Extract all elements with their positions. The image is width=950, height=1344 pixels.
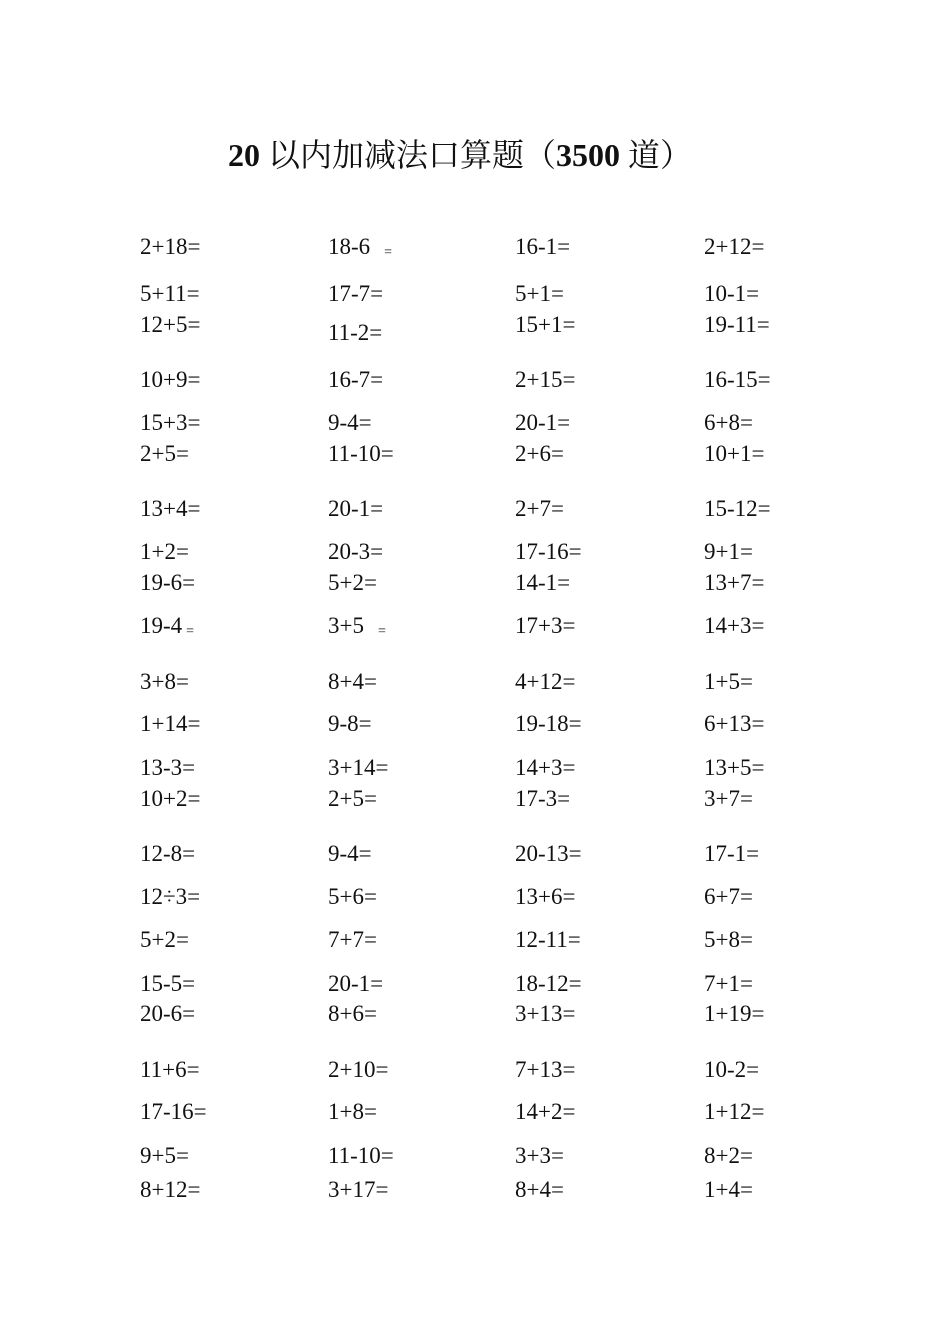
problem: 2+18= (140, 234, 201, 259)
problem: 15-12= (704, 496, 771, 521)
title-end: 道） (620, 137, 693, 173)
problem: 20-13= (515, 841, 582, 866)
problem: 9+1= (704, 539, 753, 564)
problem: 5+11= (140, 281, 200, 306)
problem: 9-4= (328, 410, 372, 435)
problem: 17-3= (515, 786, 571, 811)
problem: 1+4= (704, 1177, 753, 1202)
problem: 2+12= (704, 234, 765, 259)
problem: 19-18= (515, 711, 582, 736)
problem: 10-1= (704, 281, 760, 306)
problem: 8+12= (140, 1177, 201, 1202)
problem: 1+14= (140, 711, 201, 736)
problem: 10+9= (140, 367, 201, 392)
problem: 15+1= (515, 312, 576, 337)
problem: 17-7= (328, 281, 384, 306)
problem: 5+2= (328, 570, 377, 595)
problem-text: 3+5 (328, 613, 364, 638)
problem: 8+2= (704, 1143, 753, 1168)
problem: 5+6= (328, 884, 377, 909)
problem: 18-12= (515, 971, 582, 996)
problem: 13-3= (140, 755, 196, 780)
problem: 7+13= (515, 1057, 576, 1082)
problem: 8+6= (328, 1001, 377, 1026)
problem: 17-16= (140, 1099, 207, 1124)
problem: 12-8= (140, 841, 196, 866)
problem: 9+5= (140, 1143, 189, 1168)
problem: 3+8= (140, 669, 189, 694)
problem: 12-11= (515, 927, 581, 952)
problem (328, 612, 386, 646)
title-number: 20 (227, 137, 260, 173)
problem: 2+5= (140, 441, 189, 466)
problem: 13+4= (140, 496, 201, 521)
problem: 14+3= (515, 755, 576, 780)
problem: 6+7= (704, 884, 753, 909)
problem: 3+3= (515, 1143, 564, 1168)
problem: 11+6= (140, 1057, 200, 1082)
problem: 20-1= (328, 971, 384, 996)
problem: 2+15= (515, 367, 576, 392)
problem: 9-8= (328, 711, 372, 736)
problem: 8+4= (515, 1177, 564, 1202)
problem: 14-1= (515, 570, 571, 595)
problem: 7+1= (704, 971, 753, 996)
problem: 12÷3= (140, 884, 201, 909)
problem: 1+5= (704, 669, 753, 694)
problem: 1+8= (328, 1099, 377, 1124)
problem: 13+7= (704, 570, 765, 595)
small-equals: = (384, 245, 393, 260)
problem: 11-10= (328, 1143, 394, 1168)
title-count: 3500 (556, 137, 620, 173)
problem: 17+3= (515, 613, 576, 638)
problem: 17-16= (515, 539, 582, 564)
problem: 20-1= (515, 410, 571, 435)
problem (328, 233, 392, 267)
problem: 1+12= (704, 1099, 765, 1124)
problem-text: 19-4 (140, 613, 183, 638)
problem: 16-7= (328, 367, 384, 392)
problem: 6+13= (704, 711, 765, 736)
problem: 20-6= (140, 1001, 196, 1026)
problem: 16-1= (515, 234, 571, 259)
problem: 5+1= (515, 281, 564, 306)
problem: 2+5= (328, 786, 377, 811)
problem: 3+7= (704, 786, 753, 811)
problem: 3+17= (328, 1177, 389, 1202)
problem: 2+6= (515, 441, 564, 466)
problem: 10+2= (140, 786, 201, 811)
problem: 15-5= (140, 971, 196, 996)
problem: 6+8= (704, 410, 753, 435)
problem: 13+6= (515, 884, 576, 909)
problem: 1+19= (704, 1001, 765, 1026)
problem: 2+10= (328, 1057, 389, 1082)
problem: 3+14= (328, 755, 389, 780)
problem: 5+8= (704, 927, 753, 952)
problem: 7+7= (328, 927, 377, 952)
problem: 10+1= (704, 441, 765, 466)
problem: 19-6= (140, 570, 196, 595)
problem: 14+2= (515, 1099, 576, 1124)
problem: 15+3= (140, 410, 201, 435)
problem: 4+12= (515, 669, 576, 694)
problem: 8+4= (328, 669, 377, 694)
problem: 12+5= (140, 312, 201, 337)
problem: 13+5= (704, 755, 765, 780)
problem: 2+7= (515, 496, 564, 521)
problem: 11-2= (328, 320, 383, 345)
problem: 17-1= (704, 841, 760, 866)
problem: 3+13= (515, 1001, 576, 1026)
small-equals: = (377, 624, 386, 639)
problem: 9-4= (328, 841, 372, 866)
problem (140, 612, 194, 646)
title-text: 以内加减法口算题（ (259, 137, 556, 173)
problem: 5+2= (140, 927, 189, 952)
problem: 19-11= (704, 312, 770, 337)
page-title (0, 135, 920, 175)
problem: 20-1= (328, 496, 384, 521)
problem: 10-2= (704, 1057, 760, 1082)
small-equals: = (186, 624, 195, 639)
problem: 20-3= (328, 539, 384, 564)
problem: 11-10= (328, 441, 394, 466)
problem-text: 18-6 (328, 234, 371, 259)
problem: 16-15= (704, 367, 771, 392)
problem: 14+3= (704, 613, 765, 638)
problem: 1+2= (140, 539, 189, 564)
